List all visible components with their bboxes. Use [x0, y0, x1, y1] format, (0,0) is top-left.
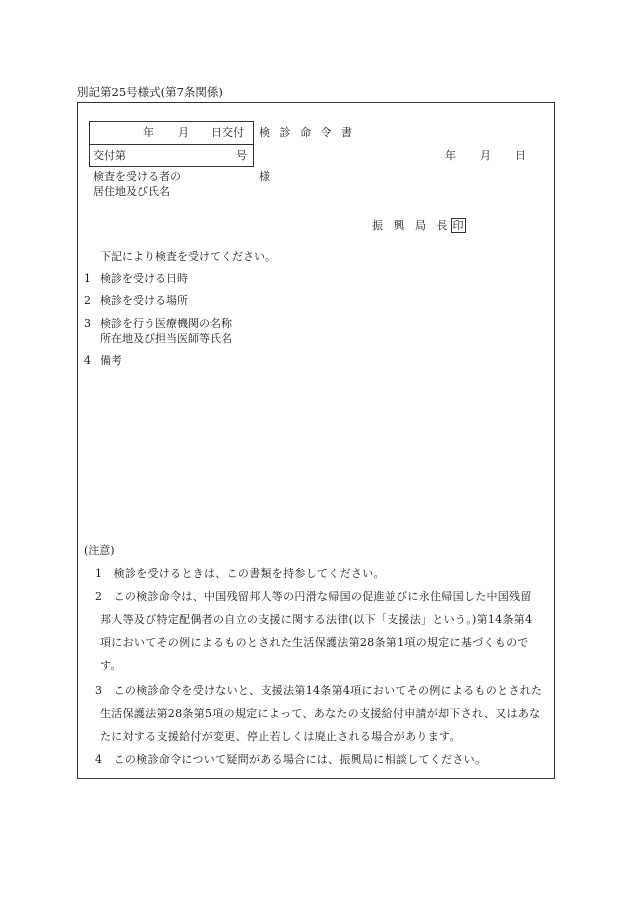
- issue-number-suffix: 号: [236, 149, 247, 162]
- note-line: 2 この検診命令は、中国残留邦人等の円滑な帰国の促進並びに永住帰国した中国残留: [95, 590, 532, 603]
- item-text: 検診を行う医療機関の名称: [100, 317, 232, 330]
- date-year-label: 年: [445, 149, 456, 162]
- examinee-label-line2: 居住地及び氏名: [93, 185, 170, 198]
- form-label: 別記第25号様式(第7条関係): [77, 85, 223, 99]
- issue-box-divider: [90, 144, 253, 145]
- note-line: 生活保護法第28条第5項の規定によって、あなたの支援給付申請が却下され、又はあな: [100, 707, 541, 720]
- note-line: 邦人等及び特定配偶者の自立の支援に関する法律(以下「支援法」という。)第14条第4: [100, 613, 533, 626]
- item-text: 備考: [100, 354, 122, 367]
- document-frame: [77, 102, 555, 779]
- note-line: す。: [100, 659, 122, 672]
- document-title: 検 診 命 令 書: [259, 126, 352, 139]
- issue-year-label: 年: [143, 126, 154, 139]
- item-number: 3: [84, 317, 91, 330]
- issuer-signature: [372, 218, 466, 233]
- issue-day-label: 日交付: [211, 126, 244, 139]
- date-day-label: 日: [515, 149, 526, 162]
- item-number: 1: [84, 272, 91, 285]
- note-line: 1 検診を受けるときは、この書類を持参してください。: [95, 567, 385, 580]
- issue-month-label: 月: [178, 126, 189, 139]
- item-number: 4: [84, 354, 91, 367]
- note-line: 3 この検診命令を受けないと、支援法第14条第4項においてその例によるものとされた: [95, 684, 543, 697]
- item-text-line2: 所在地及び担当医師等氏名: [100, 332, 232, 345]
- item-text: 検診を受ける場所: [100, 294, 188, 307]
- seal-mark: 印: [452, 219, 464, 232]
- examinee-honorific: 様: [259, 170, 270, 183]
- note-line: 4 この検診命令について疑問がある場合には、振興局に相談してください。: [95, 753, 487, 766]
- issuer-title: 振 興 局 長: [372, 219, 448, 232]
- item-number: 2: [84, 294, 91, 307]
- date-month-label: 月: [480, 149, 491, 162]
- item-text: 検診を受ける日時: [100, 272, 188, 285]
- examinee-label-line1: 検査を受ける者の: [93, 170, 181, 183]
- issue-number-prefix: 交付第: [93, 149, 126, 162]
- notes-heading: (注意): [84, 544, 115, 557]
- note-line: たに対する支援給付が変更、停止若しくは廃止される場合があります。: [100, 730, 461, 743]
- intro-text: 下記により検査を受けてください。: [100, 250, 276, 263]
- note-line: 項においてその例によるものとされた生活保護法第28条第1項の規定に基づくもので: [100, 636, 529, 649]
